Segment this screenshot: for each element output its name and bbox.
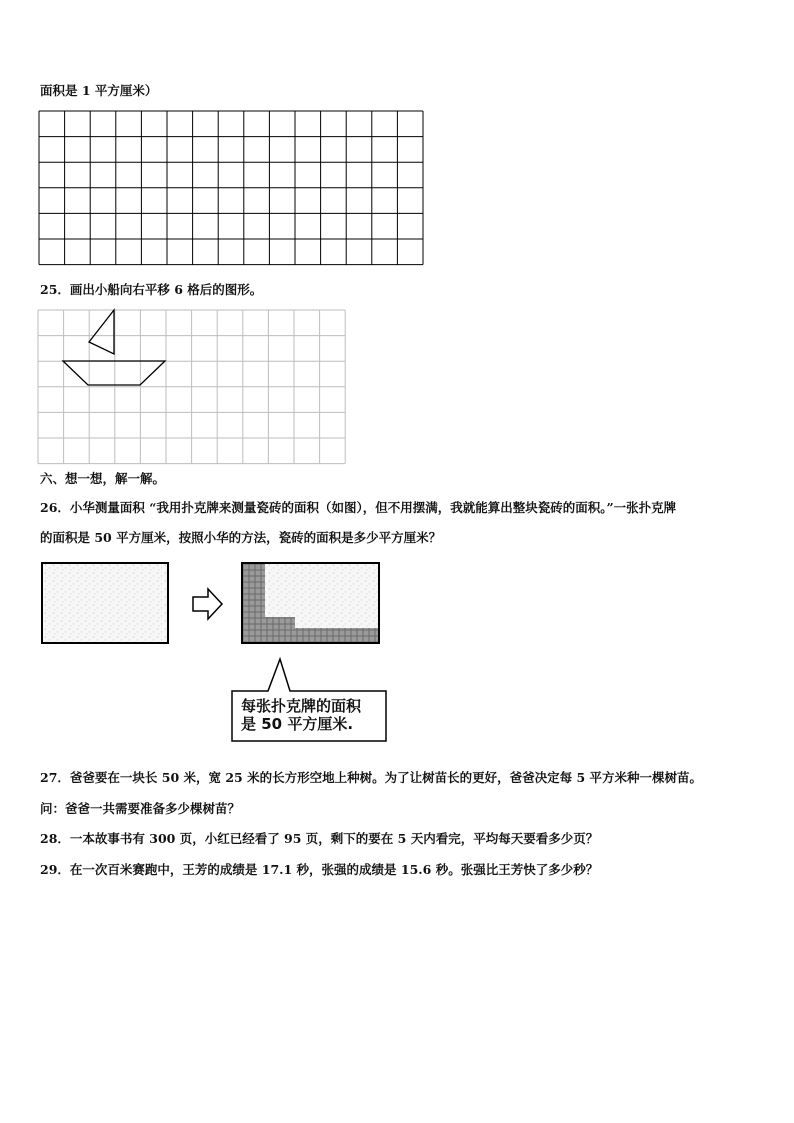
area-grid xyxy=(38,109,430,271)
q26-line2: 的面积是 50 平方厘米，按照小华的方法，瓷砖的面积是多少平方厘米？ xyxy=(40,530,442,545)
cards-row xyxy=(243,628,378,642)
q28-text: 28．一本故事书有 300 页，小红已经看了 95 页，剩下的要在 5 天内看完，平均每天要看多少页？ xyxy=(40,831,599,846)
boat-hull xyxy=(63,361,165,385)
callout-text: 每张扑克牌的面积 是 50 平方厘米. xyxy=(241,697,362,733)
tile-left xyxy=(42,563,168,643)
arrow-right-icon xyxy=(193,589,222,619)
q24-tail-text: 面积是 1 平方厘米） xyxy=(40,83,158,98)
q25-text: 25．画出小船向右平移 6 格后的图形。 xyxy=(40,282,263,297)
boat-grid xyxy=(37,308,349,468)
boat-sail xyxy=(89,310,114,354)
q29-text: 29．在一次百米赛跑中，王芳的成绩是 17.1 秒，张强的成绩是 15.6 秒。张强比王芳快了多少秒？ xyxy=(40,862,599,877)
section-6-heading: 六、想一想，解一解。 xyxy=(40,471,166,486)
q26-line1: 26．小华测量面积 “我用扑克牌来测量瓷砖的面积（如图），但不用摆满，我就能算出整块瓷砖的面积。”一张扑克牌 xyxy=(40,500,677,515)
q27-line2: 问：爸爸一共需要准备多少棵树苗？ xyxy=(40,801,241,816)
q27-line1: 27．爸爸要在一块长 50 米，宽 25 米的长方形空地上种树。为了让树苗长的更好，爸爸决定每 5 平方米种一棵树苗。 xyxy=(40,770,702,785)
